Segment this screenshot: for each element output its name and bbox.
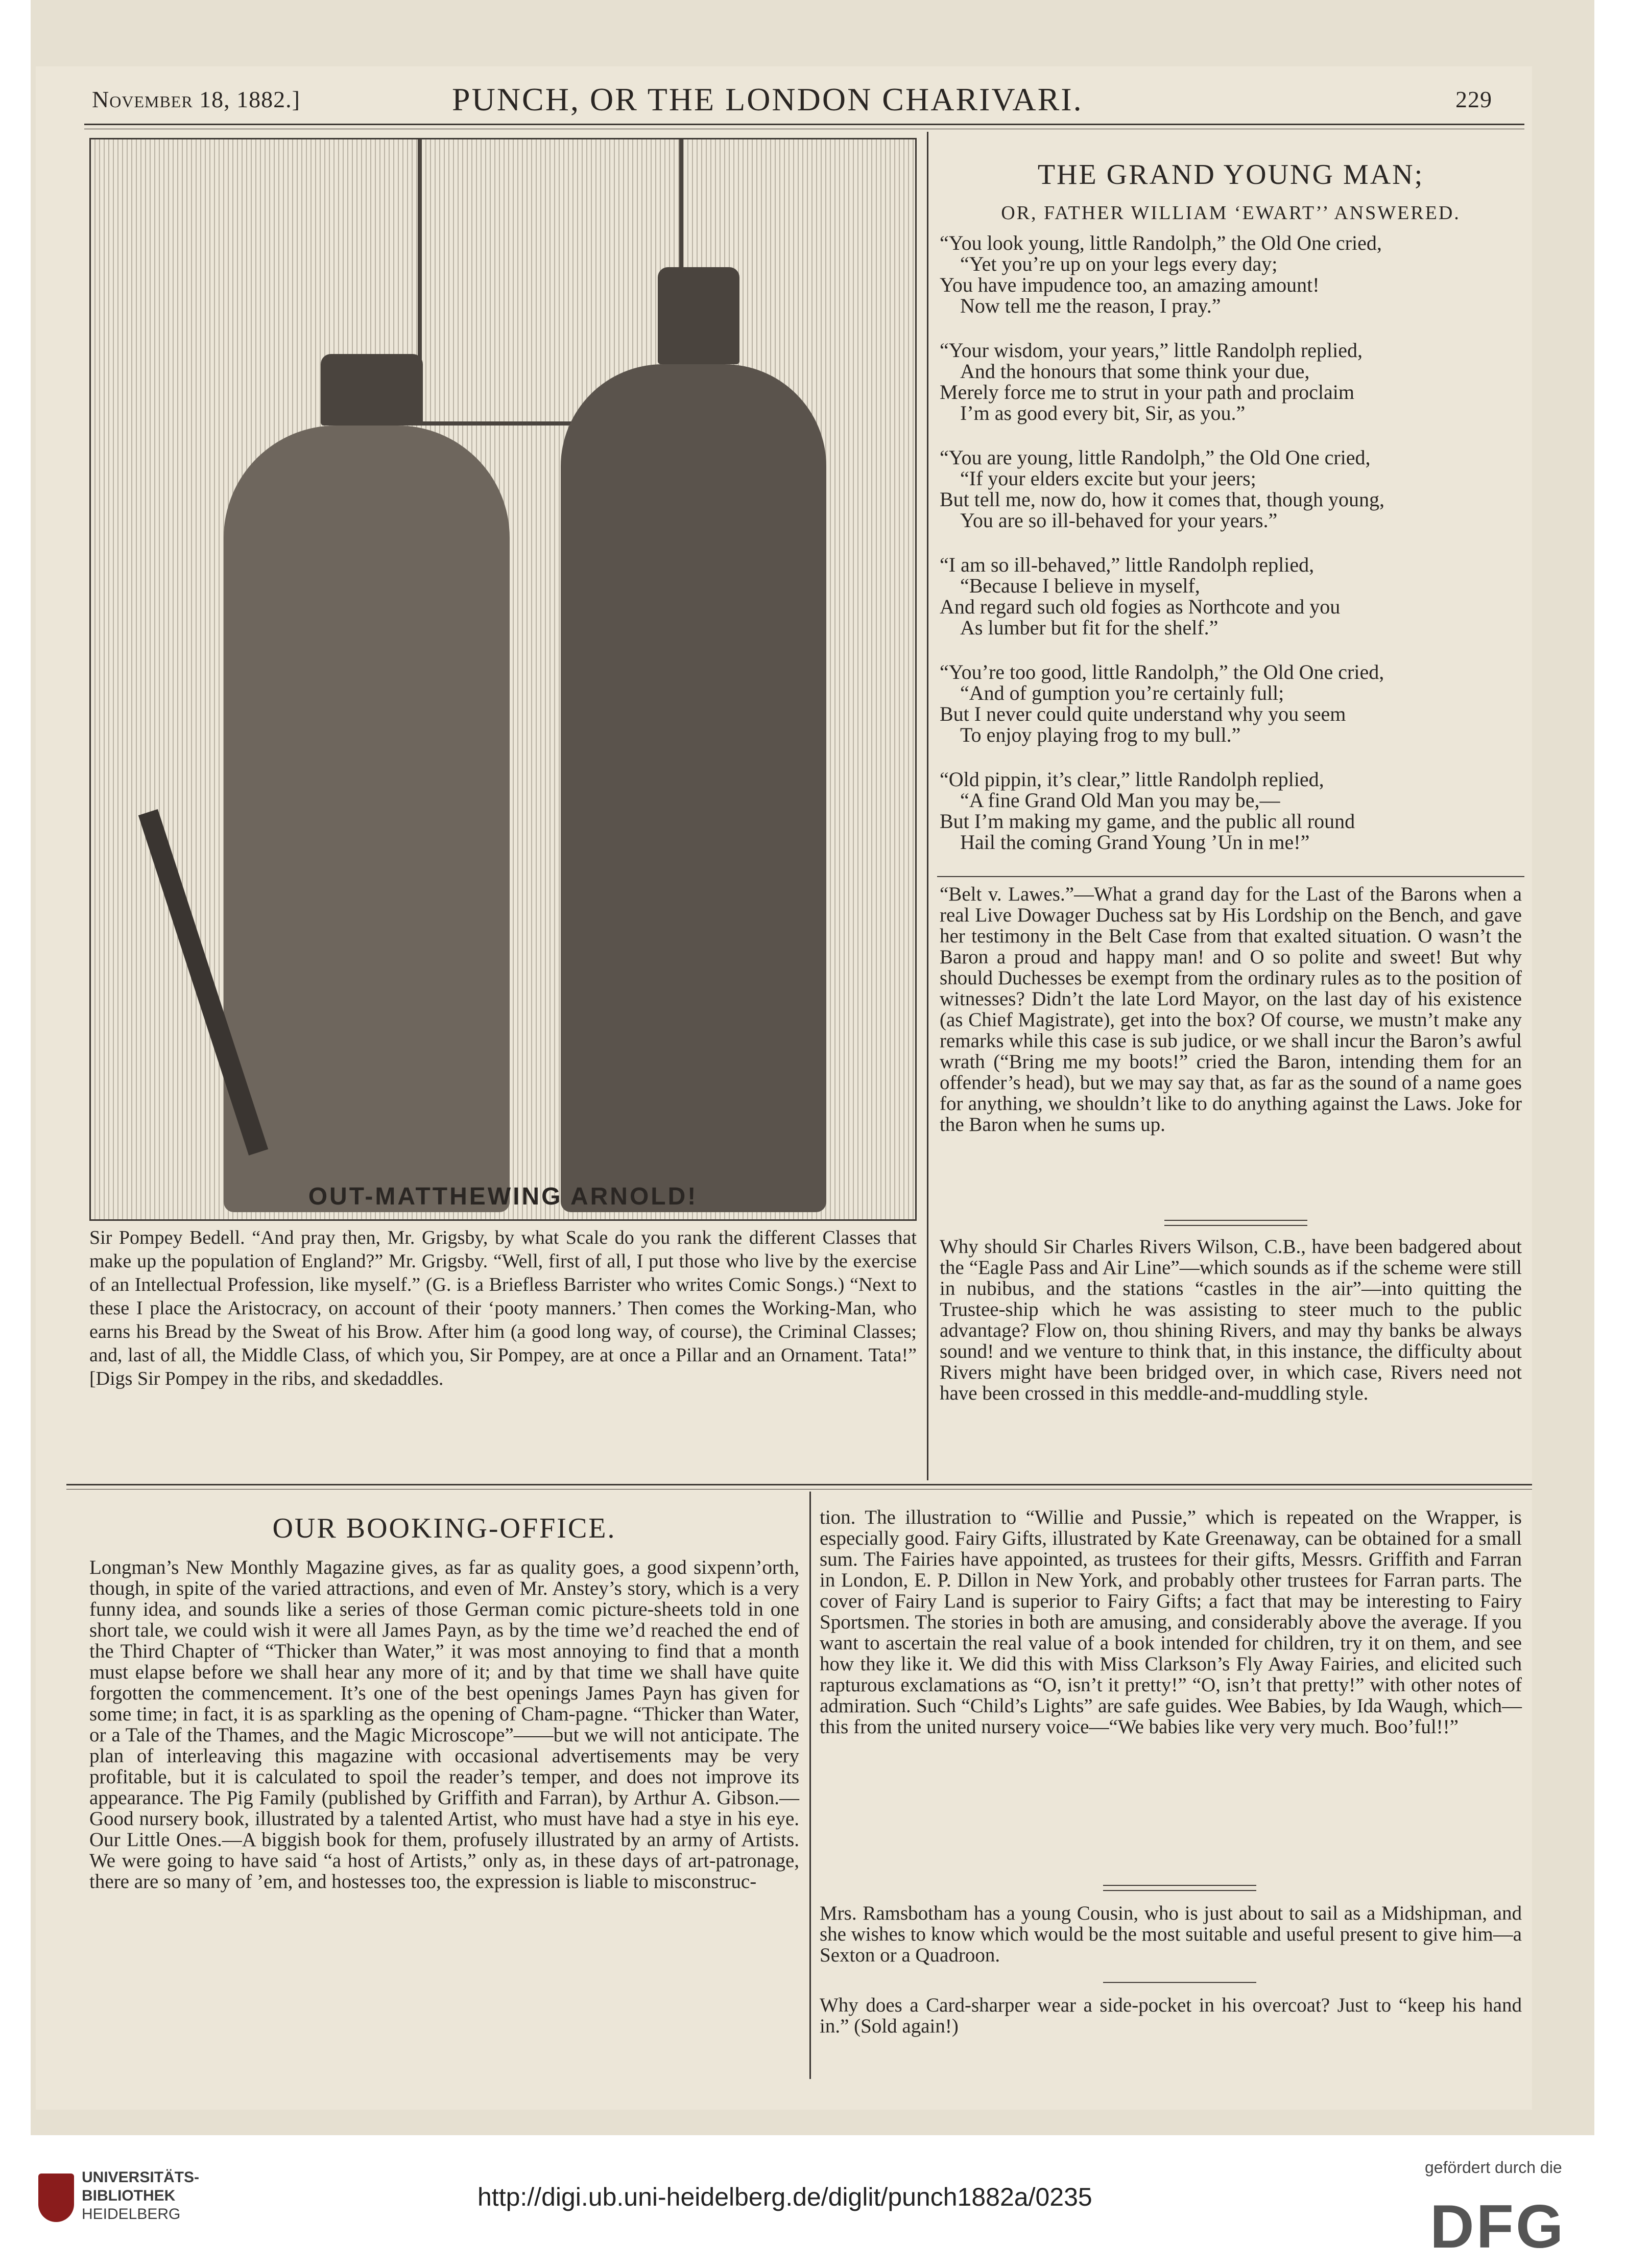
booking-office-title: OUR BOOKING-OFFICE. bbox=[272, 1513, 616, 1544]
library-logo-icon bbox=[38, 2174, 74, 2222]
cartoon-title: OUT-MATTHEWING ARNOLD! bbox=[308, 1183, 698, 1210]
poem-stanza-1: “You look young, little Randolph,” the Old One cried, “Yet you’re up on your legs every day; You have impudence too, an amazing amount! Now tell me the reason, I pray.” bbox=[940, 231, 1382, 317]
issue-date: November 18, 1882.] bbox=[92, 86, 300, 112]
ramsbotham-paragraph: Mrs. Ramsbotham has a young Cousin, who is just about to sail as a Midshipman, and she wishes to know which would be the most suitable and useful present to give him—a Sexton or a Quadroon. bbox=[820, 1902, 1522, 1966]
column-divider-top bbox=[927, 132, 928, 1480]
poem-stanza-4: “I am so ill-behaved,” little Randolph replied, “Because I believe in myself, And regard such old fogies as Northcote and you As lumber but fit for the shelf.” bbox=[940, 553, 1341, 639]
section-rule-short-2 bbox=[1164, 1225, 1307, 1226]
source-url-link[interactable]: http://digi.ub.uni-heidelberg.de/diglit/punch1882a/0235 bbox=[477, 2183, 1092, 2211]
section-rule-short bbox=[1164, 1220, 1307, 1221]
booking-office-right: tion. The illustration to “Willie and Pussie,” which is repeated on the Wrapper, is especially good. Fairy Gifts, illustrated by Kate Greenaway, can be obtained for a small sum. The Fairies have appointed, as trustees for their gifts, Messrs. Griffith and Farran in London, E. P. Dillon in New York, and probably other trustees for Farran parts. The cover of Fairy Land is superior to Fairy Gifts; a fact that may be interesting to Fairy Sportsmen. The stories in both are amusing, and considerably above the average. If you want to ascertain the real value of a book intended for children, try it on them, and see how they like it. We did this with Miss Clarkson’s Fly Away Fairies, and elicited such rapturous exclamations as “O, isn’t it pretty!” “O, isn’t that pretty!” with other notes of admiration. Such “Child’s Lights” are safe guides. Wee Babies, by Ida Waugh, which—this from the united nursery voice—“We babies like very very much. Boo’ful!!” bbox=[820, 1506, 1522, 1738]
figure-grigsby-hat bbox=[658, 267, 739, 364]
figure-sir-pompey bbox=[224, 426, 510, 1212]
poem-subtitle: OR, FATHER WILLIAM ‘EWART’’ ANSWERED. bbox=[1001, 202, 1461, 224]
poem-title: THE GRAND YOUNG MAN; bbox=[1037, 159, 1424, 191]
belt-lawes-paragraph: “Belt v. Lawes.”—What a grand day for the Last of the Barons when a real Live Dowager Duchess sat by His Lordship on the Bench, and gave her testimony in the Belt Case from that exalted situation. O wasn’t the Baron a proud and happy man! and O so polite and sweet! But why should Duchesses be exempt from the ordinary rules as to the position of witnesses? Didn’t the late Lord Mayor, on the last day of his existence (as Chief Magistrate), get into the box? Of course, we mustn’t make any remarks while this case is sub judice, or we shall incur the Baron’s awful wrath (“Bring me my boots!” cried the Baron, intending them for an offender’s head), but we may say that, as far as the sound of a name goes for anything, we shouldn’t like to do anything against the Laws. Joke for the Baron when he sums up. bbox=[940, 883, 1522, 1136]
section-rule-short-3 bbox=[1103, 1885, 1256, 1886]
dfg-logo: DFG bbox=[1430, 2192, 1566, 2261]
card-sharper-paragraph: Why does a Card-sharper wear a side-pocket in his overcoat? Just to “keep his hand in.” (Sold again!) bbox=[820, 1994, 1522, 2037]
section-rule-short-4 bbox=[1103, 1890, 1256, 1891]
figure-grigsby bbox=[561, 364, 826, 1212]
column-divider-bottom bbox=[809, 1492, 811, 2079]
rivers-wilson-paragraph: Why should Sir Charles Rivers Wilson, C.B., have been badgered about the “Eagle Pass and Air Line”—which sounds as if the scheme were still in nubibus, and the stations “castles in the air”—into quitting the Trustee-ship which he was assisting to steer much to the public advantage? Flow on, thou shining Rivers, and may thy banks be always sound! and we venture to think that, in this instance, the difficulty about Rivers might have been bridged over, in which case, Rivers need not have been crossed in this meddle-and-muddling style. bbox=[940, 1236, 1522, 1404]
poem-stanza-5: “You’re too good, little Randolph,” the Old One cried, “And of gumption you’re certainly full; But I never could quite understand why you seem To enjoy playing frog to my bull.” bbox=[940, 660, 1384, 746]
cartoon-illustration bbox=[89, 138, 917, 1221]
middle-rule-thin bbox=[66, 1489, 1532, 1490]
masthead-title: PUNCH, OR THE LONDON CHARIVARI. bbox=[452, 81, 1083, 117]
booking-office-left: Longman’s New Monthly Magazine gives, as far as quality goes, a good sixpenn’orth, though, in spite of the varied attractions, and even of Mr. Anstey’s story, which is a very funny idea, and sounds like a series of those German comic picture-sheets told in one short tale, we could wish it were all James Payn, as by the time we’d reached the end of the Third Chapter of “Thicker than Water,” it was most annoying to find that a month must elapse before we shall hear any more of it; and by that time we shall have quite forgotten the commencement. It’s one of the best openings James Payn has given for some time; in fact, it is as sparkling as the opening of Cham-pagne. “Thicker than Water, or a Tale of the Thames, and the Magic Microscope”——but we will not anticipate. The plan of interleaving this magazine with occasional advertisements may be very profitable, but it is calculated to spoil the reader’s temper, and does not improve its appearance. The Pig Family (published by Griffith and Farran), by Arthur A. Gibson.—Good nursery book, illustrated by a talented Artist, who must have had a stye in his eye. Our Little Ones.—A biggish book for them, profusely illustrated by an army of Artists. We were going to have said “a host of Artists,” only as, in these days of art-patronage, there are so many of ’em, and hostesses too, the expression is liable to misconstruc- bbox=[89, 1556, 799, 1893]
page-number: 229 bbox=[1455, 86, 1492, 112]
figure-sir-pompey-hat bbox=[321, 354, 423, 426]
poem-stanza-6: “Old pippin, it’s clear,” little Randolph replied, “A fine Grand Old Man you may be,— But I’m making my game, and the public all round Hail the coming Grand Young ’Un in me!” bbox=[940, 768, 1355, 854]
cartoon-caption: Sir Pompey Bedell. “And pray then, Mr. Grigsby, by what Scale do you rank the different Classes that make up the population of England?” Mr. Grigsby. “Well, first of all, I put those who live by the exercise of an Intellectual Profession, like myself.” (G. is a Briefless Barrister who writes Comic Songs.) “Next to these I place the Aristocracy, on account of their ‘pooty manners.’ Then comes the Working-Man, who earns his Bread by the Sweat of his Brow. After him (a good long way, of course), the Criminal Classes; and, last of all, the Middle Class, of which you, Sir Pompey, are at once a Pillar and an Ornament. Tata!” [Digs Sir Pompey in the ribs, and skedaddles. bbox=[89, 1227, 917, 1389]
section-rule bbox=[937, 876, 1524, 877]
poem-stanza-3: “You are young, little Randolph,” the Old One cried, “If your elders excite but your jeers; But tell me, now do, how it comes that, though young, You are so ill-behaved for your years.” bbox=[940, 446, 1385, 532]
library-name: UNIVERSITÄTS- BIBLIOTHEK HEIDELBERG bbox=[82, 2169, 200, 2223]
poem-stanza-2: “Your wisdom, your years,” little Randolph replied, And the honours that some think your due, Merely force me to strut in your path and proclaim I’m as good every bit, Sir, as you.” bbox=[940, 339, 1363, 424]
middle-rule bbox=[66, 1484, 1532, 1485]
section-rule-short-5 bbox=[1103, 1982, 1256, 1983]
header-rule bbox=[84, 124, 1524, 125]
funding-note: gefördert durch die bbox=[1425, 2158, 1562, 2177]
